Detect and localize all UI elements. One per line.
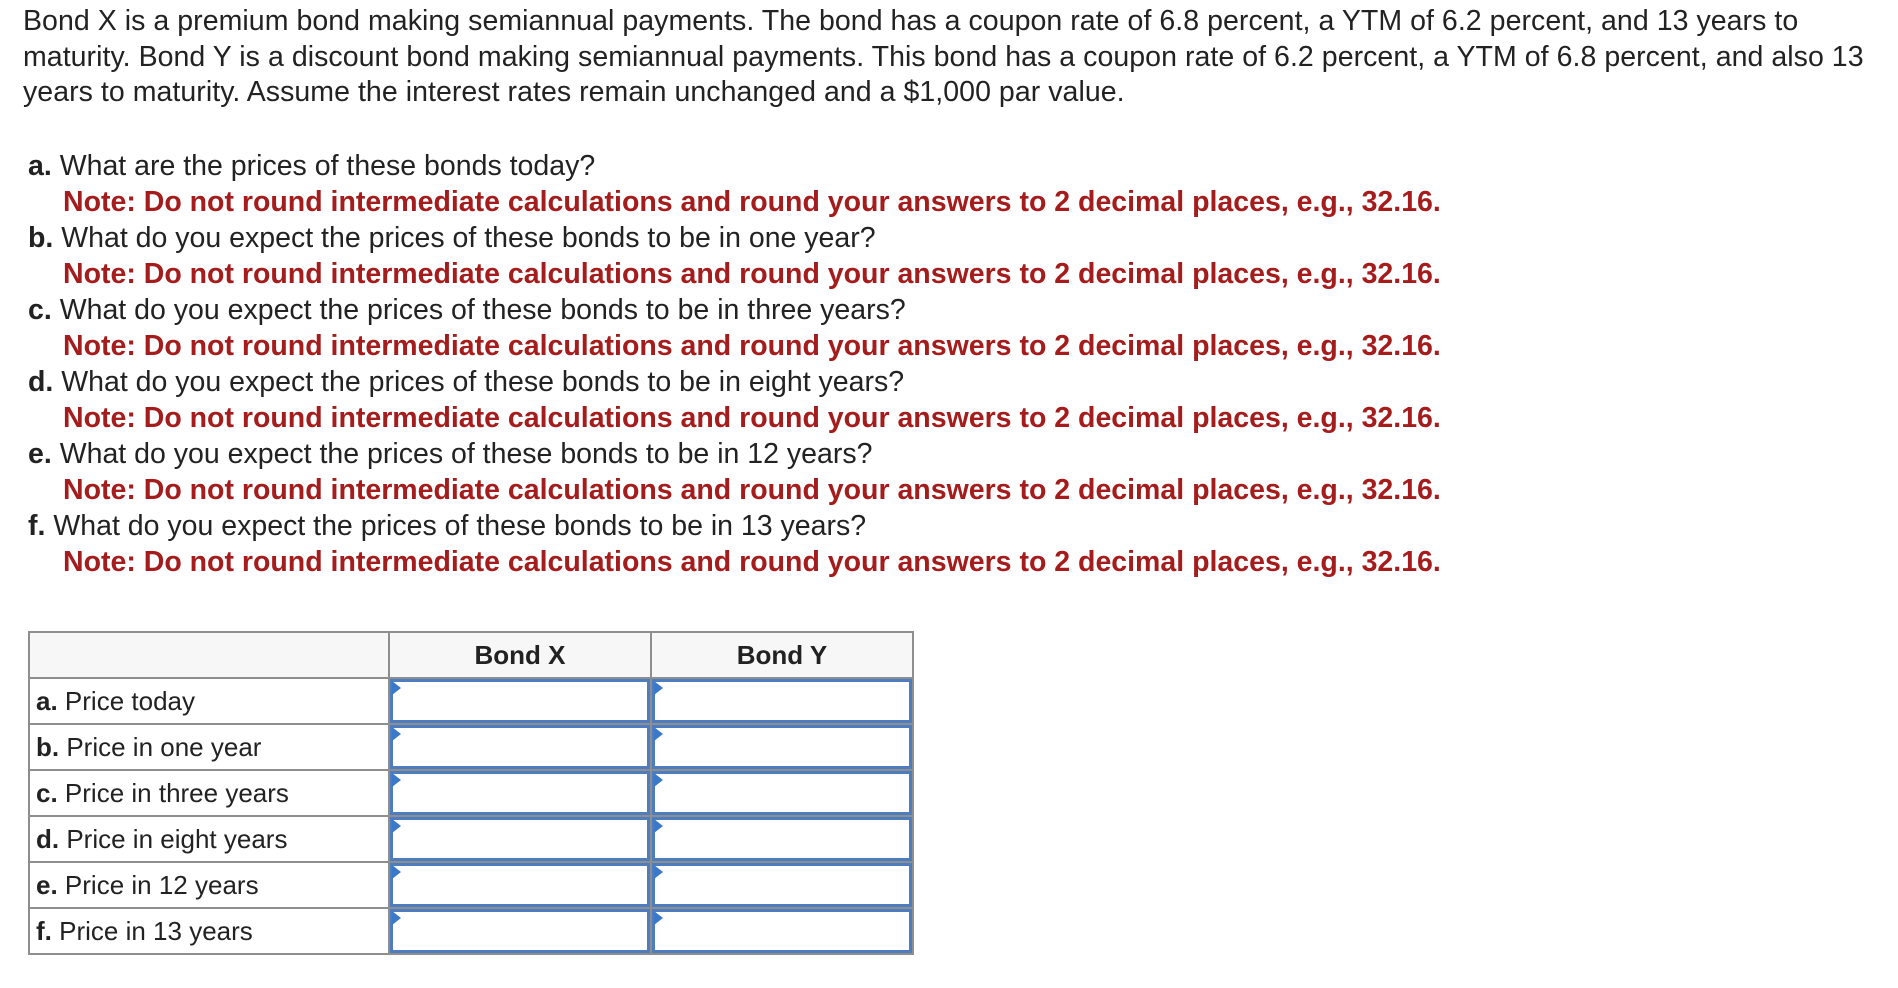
bond-y-cell (651, 816, 913, 862)
bond-y-price-today-input[interactable] (652, 679, 912, 723)
part-a-note: Note: Do not round intermediate calculations and round your answers to 2 decimal places, e.g., 32.16. (63, 186, 1441, 218)
answer-table (28, 631, 914, 955)
row-label (29, 816, 389, 862)
row-label (29, 862, 389, 908)
row-label (29, 678, 389, 724)
table-row (29, 678, 913, 724)
question-text: What do you expect the prices of these bonds to be in three years? (59, 294, 906, 326)
row-label (29, 770, 389, 816)
row-label-text: Price in three years (64, 777, 289, 808)
part-d-note: Note: Do not round intermediate calculations and round your answers to 2 decimal places, e.g., 32.16. (63, 402, 1441, 434)
row-label-text: Price today (64, 685, 195, 716)
question-text: What do you expect the prices of these bonds to be in 12 years? (59, 438, 873, 470)
question-text: What do you expect the prices of these bonds to be in one year? (61, 222, 876, 254)
part-f-note: Note: Do not round intermediate calculations and round your answers to 2 decimal places, e.g., 32.16. (63, 546, 1441, 578)
question-text: What are the prices of these bonds today? (59, 150, 596, 182)
row-letter: f. (36, 915, 52, 946)
header-bond-x: Bond X (389, 632, 651, 678)
question-parts (28, 148, 1888, 580)
table-row (29, 862, 913, 908)
table-row (29, 724, 913, 770)
bond-y-price-12-years-input[interactable] (652, 863, 912, 907)
bond-x-price-eight-years-input[interactable] (390, 817, 650, 861)
part-letter: c. (28, 294, 52, 326)
bond-x-cell (389, 678, 651, 724)
bond-y-cell (651, 770, 913, 816)
table-row (29, 770, 913, 816)
part-d-question (28, 364, 1888, 400)
bond-y-cell (651, 908, 913, 954)
question-text: What do you expect the prices of these bonds to be in eight years? (61, 366, 905, 398)
part-letter: b. (28, 222, 54, 254)
table-row (29, 908, 913, 954)
row-letter: e. (36, 869, 58, 900)
table-row (29, 816, 913, 862)
row-label (29, 908, 389, 954)
row-letter: c. (36, 777, 58, 808)
problem-statement: Bond X is a premium bond making semiannual payments. The bond has a coupon rate of 6.8 percent, a YTM of 6.2 percent, and 13 years to maturity. Bond Y is a discount bond making semiannual payments. This bond has a coupon rate of 6.2 percent, a YTM of 6.8 percent, and also 13 years to maturity. Assume the interest rates remain unchanged and a $1,000 par value. (23, 5, 1864, 108)
bond-x-price-today-input[interactable] (390, 679, 650, 723)
part-c-question (28, 292, 1888, 328)
part-b-question (28, 220, 1888, 256)
bond-x-price-one-year-input[interactable] (390, 725, 650, 769)
part-f-question (28, 508, 1888, 544)
header-blank (29, 632, 389, 678)
part-letter: f. (28, 510, 46, 542)
bond-y-price-one-year-input[interactable] (652, 725, 912, 769)
part-letter: e. (28, 438, 52, 470)
part-c-note: Note: Do not round intermediate calculations and round your answers to 2 decimal places, e.g., 32.16. (63, 330, 1441, 362)
bond-x-cell (389, 862, 651, 908)
row-label-text: Price in eight years (66, 823, 288, 854)
header-bond-y: Bond Y (651, 632, 913, 678)
bond-x-price-three-years-input[interactable] (390, 771, 650, 815)
row-label-text: Price in one year (66, 731, 262, 762)
row-label (29, 724, 389, 770)
header-row (29, 632, 913, 678)
bond-x-cell (389, 770, 651, 816)
bond-y-price-eight-years-input[interactable] (652, 817, 912, 861)
part-a-question (28, 148, 1888, 184)
row-label-text: Price in 12 years (64, 869, 259, 900)
part-e-note: Note: Do not round intermediate calculations and round your answers to 2 decimal places, e.g., 32.16. (63, 474, 1441, 506)
part-e-question (28, 436, 1888, 472)
bond-y-cell (651, 862, 913, 908)
bond-y-cell (651, 724, 913, 770)
part-letter: a. (28, 150, 52, 182)
row-letter: d. (36, 823, 60, 854)
row-letter: a. (36, 685, 58, 716)
row-letter: b. (36, 731, 60, 762)
part-b-note: Note: Do not round intermediate calculations and round your answers to 2 decimal places, e.g., 32.16. (63, 258, 1441, 290)
bond-x-cell (389, 908, 651, 954)
bond-x-cell (389, 724, 651, 770)
bond-y-cell (651, 678, 913, 724)
part-letter: d. (28, 366, 54, 398)
question-text: What do you expect the prices of these bonds to be in 13 years? (53, 510, 867, 542)
bond-y-price-three-years-input[interactable] (652, 771, 912, 815)
bond-y-price-13-years-input[interactable] (652, 909, 912, 953)
bond-x-cell (389, 816, 651, 862)
bond-x-price-12-years-input[interactable] (390, 863, 650, 907)
bond-x-price-13-years-input[interactable] (390, 909, 650, 953)
row-label-text: Price in 13 years (59, 915, 253, 946)
